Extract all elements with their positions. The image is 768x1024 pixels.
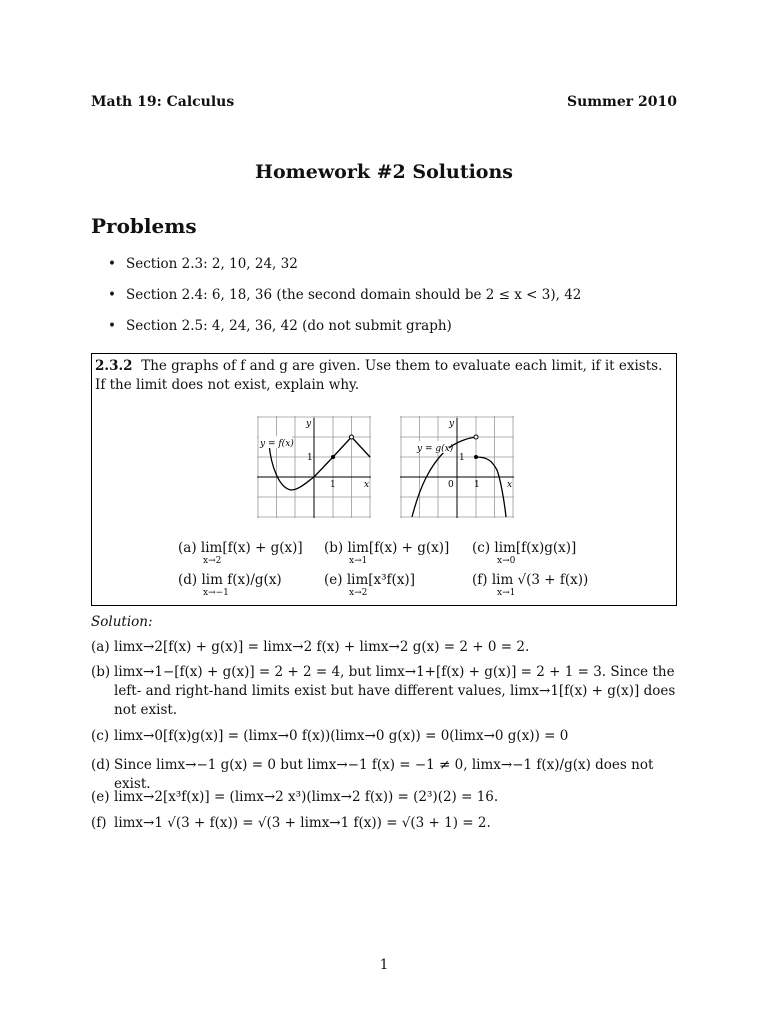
axis-y-label: y [306,419,312,429]
graph-g [400,416,514,518]
solution-b: (b) limx→1−[f(x) + g(x)] = 2 + 2 = 4, but limx→1+[f(x) + g(x)] = 2 + 1 = 3. Since the left- and right-hand limits exist but have different values, limx→1[f(x) + g(x)] does not exist. [91,664,676,718]
list-item: • Section 2.3: 2, 10, 24, 32 [108,255,581,286]
axis-x-label: x [507,480,513,490]
tick-label: 1 [459,453,465,463]
graph-f [257,416,371,518]
graph-f-label: y = f(x) [260,439,294,449]
part-c: (c) lim[f(x)g(x)] x→0 [472,540,577,566]
section-list [108,255,581,348]
open-dot-icon [350,435,354,439]
course-title: Math 19: Calculus [91,94,235,110]
tick-label: 1 [330,480,336,490]
tick-label: 1 [474,480,480,490]
problem-prompt [95,357,673,395]
part-b: (b) lim[f(x) + g(x)] x→1 [324,540,450,566]
solution-c: (c) limx→0[f(x)g(x)] = (limx→0 f(x))(limx→0 g(x)) = 0(limx→0 g(x)) = 0 [91,728,569,744]
solution-d: (d) Since limx→−1 g(x) = 0 but limx→−1 f(x) = −1 ≠ 0, limx→−1 f(x)/g(x) does not exist. [91,757,654,792]
solution-a: (a) limx→2[f(x) + g(x)] = limx→2 f(x) + limx→2 g(x) = 2 + 0 = 2. [91,639,530,655]
solution-e: (e) limx→2[x³f(x)] = (limx→2 x³)(limx→2 f(x)) = (2³)(2) = 16. [91,789,499,805]
closed-dot-icon [331,455,335,459]
list-item: • Section 2.4: 6, 18, 36 (the second domain should be 2 ≤ x < 3), 42 [108,286,581,317]
solution-label: Solution: [91,614,153,630]
part-d: (d) lim f(x)/g(x) x→−1 [178,572,282,598]
part-a: (a) lim[f(x) + g(x)] x→2 [178,540,303,566]
term-label: Summer 2010 [566,94,677,110]
part-f: (f) lim √(3 + f(x)) x→1 [472,572,589,598]
open-dot-icon [474,435,478,439]
axis-y-label: y [449,419,455,429]
graph-g-label: y = g(x) [417,444,454,454]
tick-label: 0 [448,480,454,490]
problem-box [91,353,677,606]
solution-f: (f) limx→1 √(3 + f(x)) = √(3 + limx→1 f(x)) = √(3 + 1) = 2. [91,815,491,831]
problem-text: The graphs of f and g are given. Use them to evaluate each limit, if it exists. If the limit does not exist, explain why. [95,358,663,393]
list-item: • Section 2.5: 4, 24, 36, 42 (do not submit graph) [108,317,581,348]
part-e: (e) lim[x³f(x)] x→2 [324,572,415,598]
closed-dot-icon [474,455,478,459]
axis-x-label: x [364,480,370,490]
page-number: 1 [379,957,389,973]
problems-heading: Problems [91,214,197,238]
page-title: Homework #2 Solutions [255,161,513,183]
problem-number: 2.3.2 [95,358,133,374]
tick-label: 1 [307,453,313,463]
